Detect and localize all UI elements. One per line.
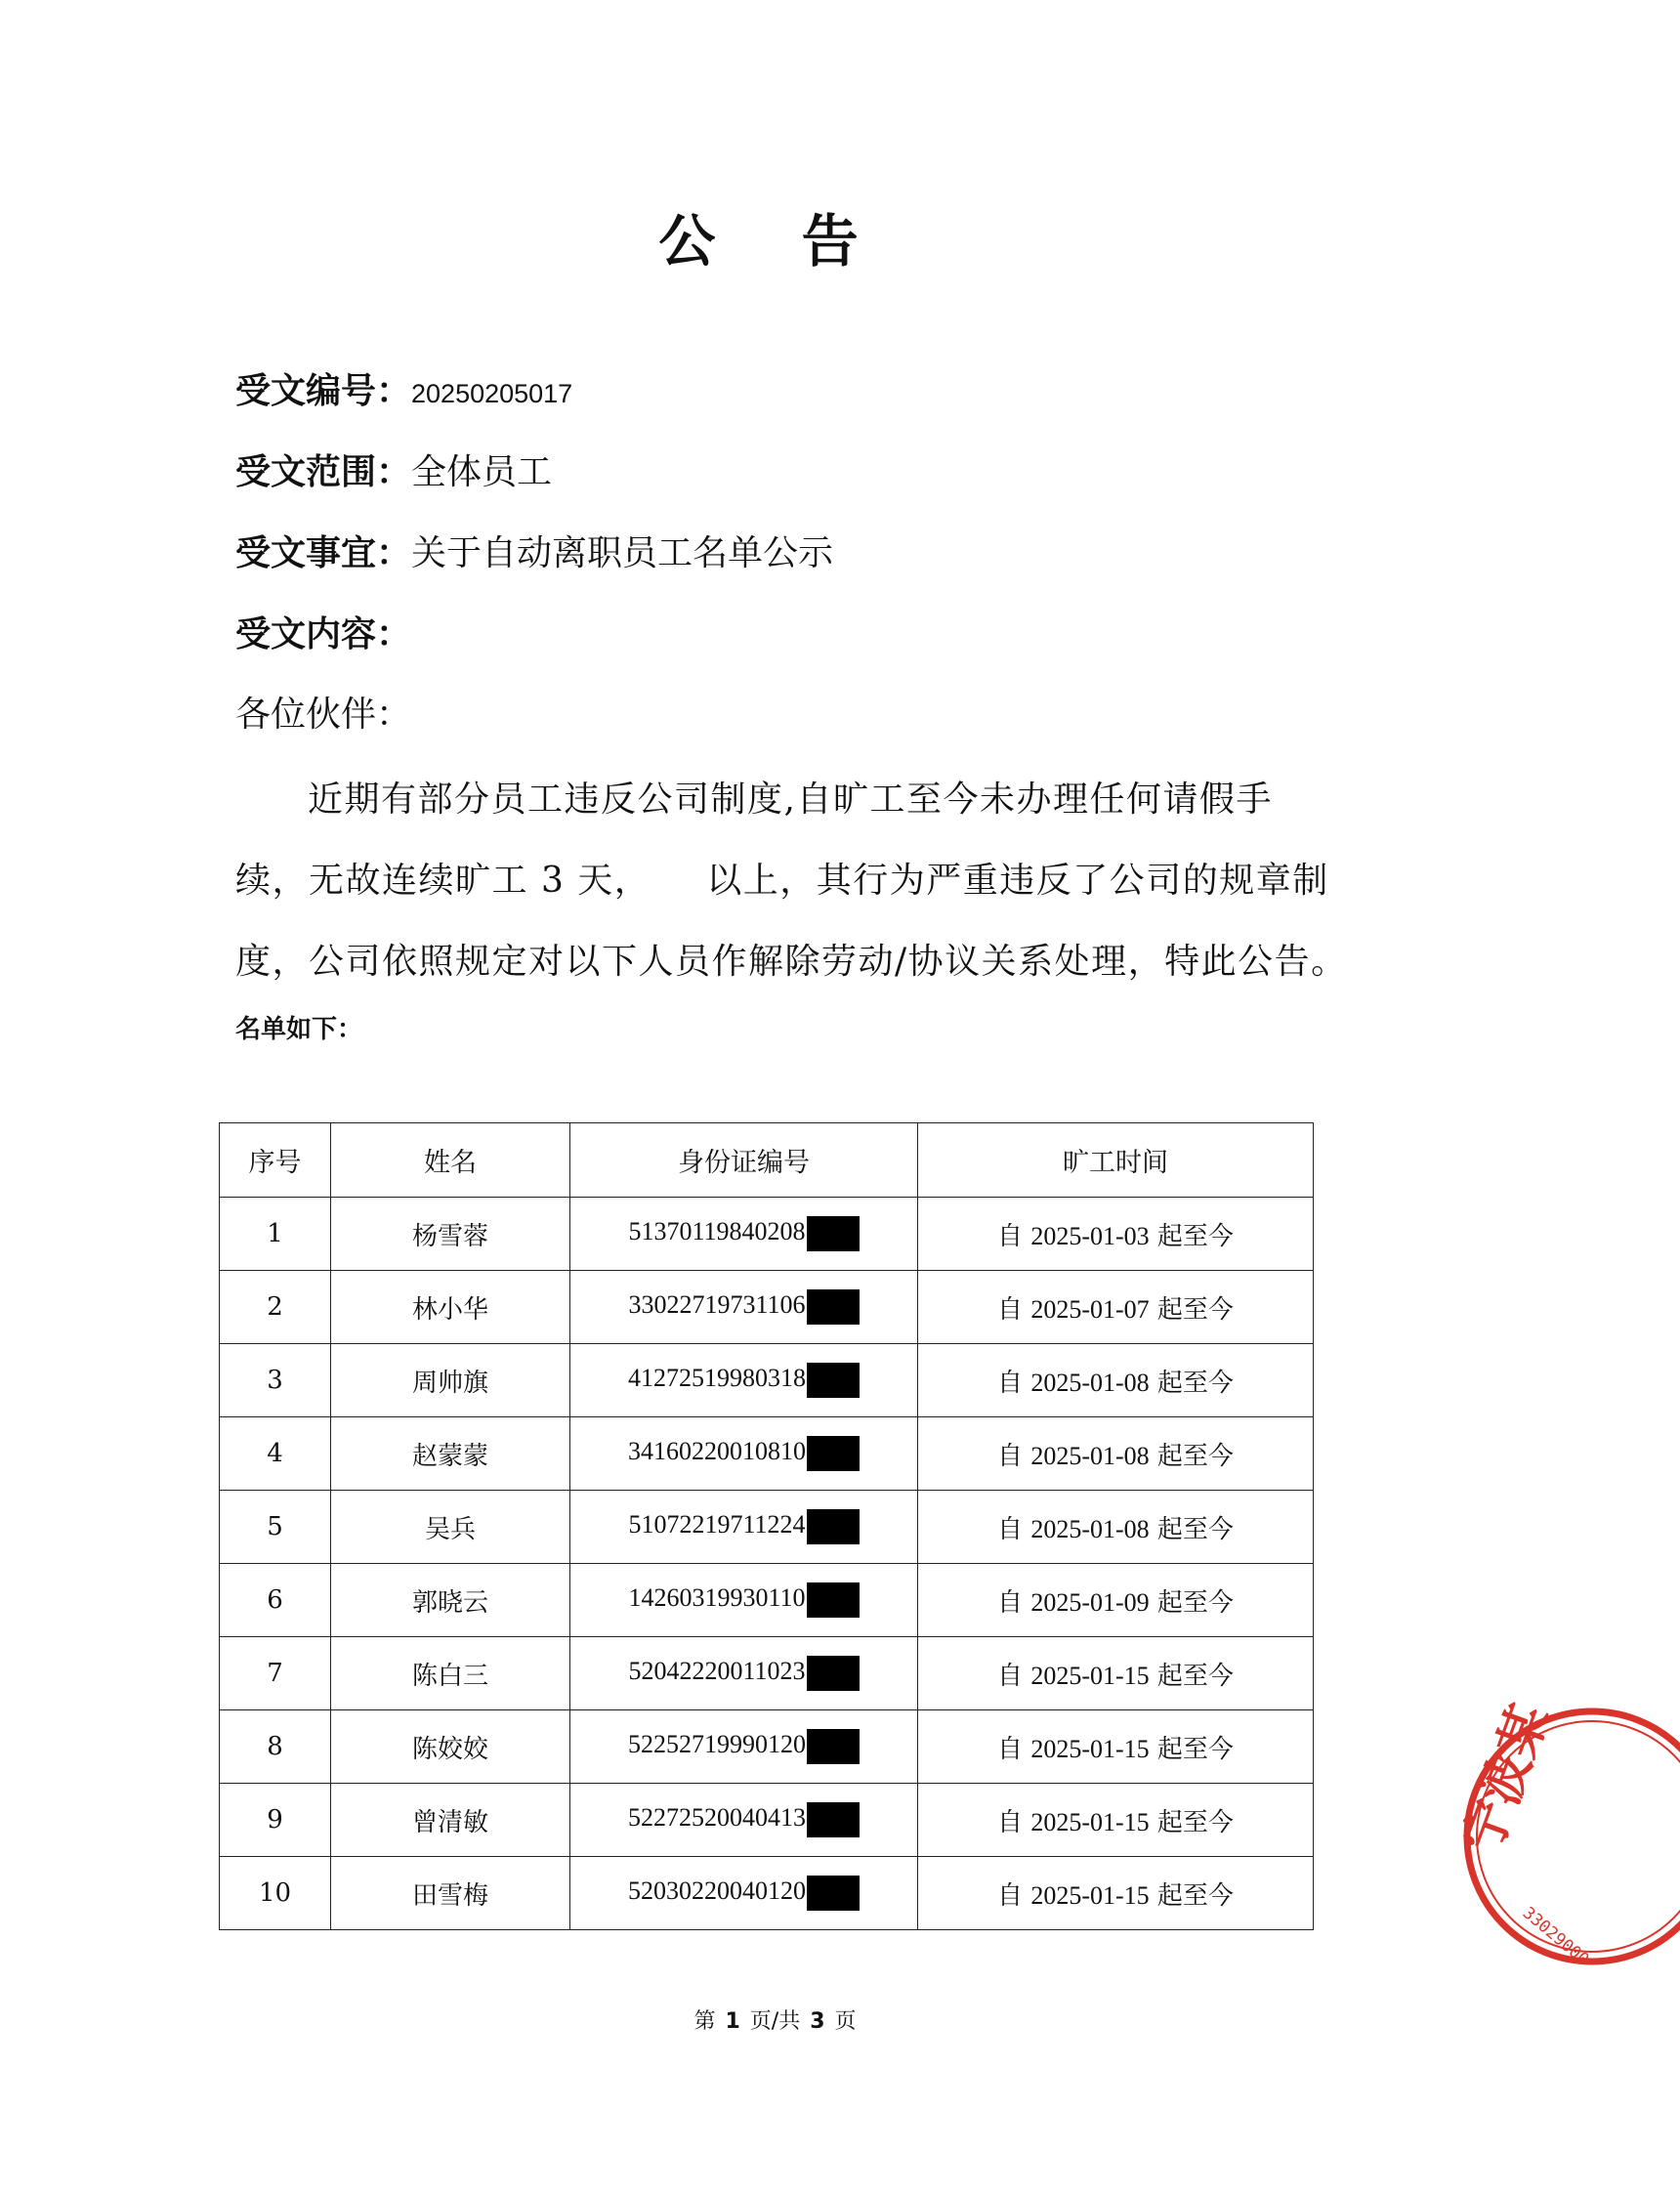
- id-visible-digits: 52252719990120: [628, 1729, 806, 1758]
- absence-from: 自: [997, 1514, 1024, 1544]
- id-visible-digits: 34160220010810: [628, 1436, 806, 1465]
- absence-from: 自: [997, 1587, 1024, 1618]
- absence-from: 自: [997, 1734, 1024, 1764]
- id-visible-digits: 41272519980318: [628, 1363, 806, 1392]
- body-line-3: 度，公司依照规定对以下人员作解除劳动/协议关系处理，特此公告。: [235, 942, 1348, 982]
- scope-value: 全体员工: [411, 452, 553, 492]
- cell-absence: [918, 1344, 1314, 1417]
- absence-date: 2025-01-15: [1030, 1807, 1150, 1836]
- absence-from: 自: [997, 1368, 1024, 1398]
- content-label: 受文内容：: [235, 613, 412, 654]
- cell-seq: 3: [220, 1344, 331, 1417]
- table-body: [220, 1198, 1314, 1930]
- footer-prefix: 第: [693, 2009, 716, 2034]
- cell-id: [570, 1637, 918, 1710]
- cell-name: 周帅旗: [331, 1344, 570, 1417]
- content-field: [235, 610, 411, 659]
- dismissal-table: [219, 1122, 1314, 1930]
- redaction-block: [807, 1582, 860, 1618]
- page-footer: [0, 2004, 1550, 2035]
- absence-until: 起至今: [1156, 1368, 1234, 1398]
- cell-id: [570, 1491, 918, 1564]
- table-header-row: [220, 1123, 1314, 1198]
- cell-seq: 8: [220, 1710, 331, 1784]
- page-title: 公 告: [658, 208, 892, 274]
- body-line-2: 续，无故连续旷工 3 天， 以上，其行为严重违反了公司的规章制: [235, 861, 1329, 901]
- footer-page-no: 1: [725, 2009, 740, 2034]
- id-visible-digits: 52272520040413: [628, 1802, 806, 1832]
- absence-date: 2025-01-08: [1030, 1441, 1150, 1470]
- table-row: [220, 1857, 1314, 1930]
- redaction-block: [807, 1216, 860, 1251]
- absence-until: 起至今: [1156, 1441, 1234, 1471]
- table-row: [220, 1491, 1314, 1564]
- absence-until: 起至今: [1156, 1734, 1234, 1764]
- doc-number-field: [235, 366, 572, 418]
- header-seq: 序号: [220, 1123, 331, 1198]
- absence-from: 自: [997, 1294, 1024, 1325]
- absence-from: 自: [997, 1441, 1024, 1471]
- body-line-1: 近期有部分员工违反公司制度,自旷工至今未办理任何请假手: [308, 780, 1273, 820]
- absence-from: 自: [997, 1880, 1024, 1911]
- absence-until: 起至今: [1156, 1587, 1234, 1618]
- subject-value: 关于自动离职员工名单公示: [411, 533, 834, 573]
- cell-id: [570, 1417, 918, 1491]
- cell-seq: 5: [220, 1491, 331, 1564]
- id-visible-digits: 51370119840208: [628, 1216, 806, 1245]
- absence-until: 起至今: [1156, 1294, 1234, 1325]
- cell-name: 林小华: [331, 1271, 570, 1344]
- cell-name: 曾清敏: [331, 1784, 570, 1857]
- cell-id: [570, 1344, 918, 1417]
- redaction-block: [807, 1363, 860, 1398]
- greeting: 各位伙伴：: [235, 695, 412, 735]
- cell-name: 陈白三: [331, 1637, 570, 1710]
- redaction-block: [807, 1656, 860, 1691]
- table-row: [220, 1198, 1314, 1271]
- absence-until: 起至今: [1156, 1514, 1234, 1544]
- scope-field: [235, 447, 552, 497]
- cell-name: 吴兵: [331, 1491, 570, 1564]
- redaction-block: [807, 1876, 860, 1911]
- absence-until: 起至今: [1156, 1807, 1234, 1837]
- cell-seq: 6: [220, 1564, 331, 1637]
- svg-text:宁波某: 宁波某: [1452, 1697, 1561, 1861]
- absence-date: 2025-01-08: [1030, 1514, 1150, 1543]
- cell-id: [570, 1271, 918, 1344]
- cell-seq: 1: [220, 1198, 331, 1271]
- table-row: [220, 1417, 1314, 1491]
- doc-number-label: 受文编号：: [235, 370, 412, 411]
- cell-id: [570, 1710, 918, 1784]
- absence-until: 起至今: [1156, 1880, 1234, 1911]
- footer-suffix: 页: [834, 2009, 857, 2034]
- cell-id: [570, 1198, 918, 1271]
- cell-seq: 4: [220, 1417, 331, 1491]
- id-visible-digits: 51072219711224: [628, 1509, 806, 1539]
- cell-absence: [918, 1710, 1314, 1784]
- redaction-block: [807, 1289, 860, 1325]
- cell-id: [570, 1857, 918, 1930]
- redaction-block: [807, 1509, 860, 1544]
- subject-field: [235, 528, 833, 578]
- cell-name: 田雪梅: [331, 1857, 570, 1930]
- cell-id: [570, 1564, 918, 1637]
- cell-name: 郭晓云: [331, 1564, 570, 1637]
- redaction-block: [807, 1729, 860, 1764]
- absence-date: 2025-01-15: [1030, 1734, 1150, 1763]
- id-visible-digits: 52042220011023: [628, 1656, 806, 1685]
- absence-date: 2025-01-09: [1030, 1587, 1150, 1617]
- absence-date: 2025-01-07: [1030, 1294, 1150, 1324]
- absence-until: 起至今: [1156, 1661, 1234, 1691]
- absence-from: 自: [997, 1661, 1024, 1691]
- cell-absence: [918, 1564, 1314, 1637]
- table-row: [220, 1564, 1314, 1637]
- absence-from: 自: [997, 1221, 1024, 1251]
- absence-from: 自: [997, 1807, 1024, 1837]
- cell-seq: 9: [220, 1784, 331, 1857]
- id-visible-digits: 33022719731106: [628, 1289, 806, 1319]
- cell-absence: [918, 1417, 1314, 1491]
- absence-date: 2025-01-15: [1030, 1880, 1150, 1910]
- table-row: [220, 1784, 1314, 1857]
- table-row: [220, 1344, 1314, 1417]
- absence-date: 2025-01-03: [1030, 1221, 1150, 1250]
- table-row: [220, 1271, 1314, 1344]
- header-id: 身份证编号: [570, 1123, 918, 1198]
- cell-name: 赵蒙蒙: [331, 1417, 570, 1491]
- cell-seq: 7: [220, 1637, 331, 1710]
- table-row: [220, 1637, 1314, 1710]
- header-absence: 旷工时间: [918, 1123, 1314, 1198]
- id-visible-digits: 14260319930110: [628, 1582, 806, 1612]
- cell-id: [570, 1784, 918, 1857]
- subject-label: 受文事宜：: [235, 532, 412, 573]
- absence-until: 起至今: [1156, 1221, 1234, 1251]
- cell-absence: [918, 1491, 1314, 1564]
- cell-absence: [918, 1271, 1314, 1344]
- cell-absence: [918, 1784, 1314, 1857]
- cell-seq: 10: [220, 1857, 331, 1930]
- list-title: 名单如下：: [235, 1015, 363, 1044]
- cell-absence: [918, 1857, 1314, 1930]
- cell-absence: [918, 1198, 1314, 1271]
- svg-text:33029000: 33029000: [1518, 1903, 1593, 1970]
- id-visible-digits: 52030220040120: [628, 1876, 806, 1905]
- footer-mid: 页/共: [749, 2009, 801, 2034]
- cell-name: 陈姣姣: [331, 1710, 570, 1784]
- doc-number-value: 20250205017: [411, 379, 573, 408]
- scope-label: 受文范围：: [235, 451, 412, 492]
- cell-seq: 2: [220, 1271, 331, 1344]
- table-row: [220, 1710, 1314, 1784]
- header-name: 姓名: [331, 1123, 570, 1198]
- absence-date: 2025-01-08: [1030, 1368, 1150, 1397]
- company-seal: [1446, 1695, 1680, 1978]
- absence-date: 2025-01-15: [1030, 1661, 1150, 1690]
- footer-total: 3: [810, 2009, 825, 2034]
- redaction-block: [807, 1436, 860, 1471]
- cell-name: 杨雪蓉: [331, 1198, 570, 1271]
- cell-absence: [918, 1637, 1314, 1710]
- redaction-block: [807, 1802, 860, 1837]
